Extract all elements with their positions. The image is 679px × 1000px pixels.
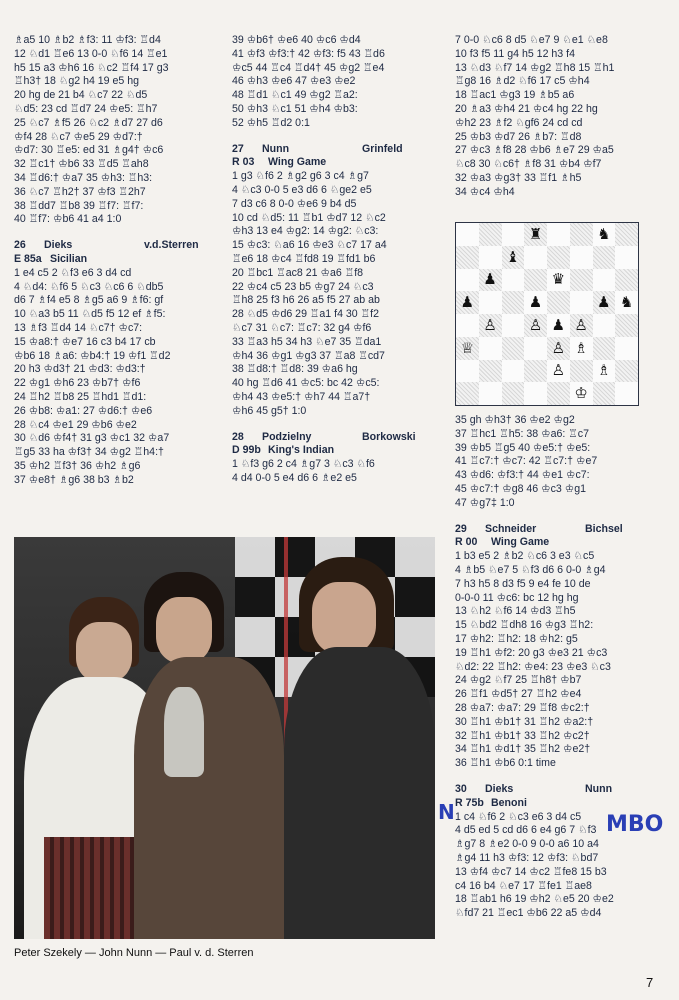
move-line: ♔b6 18 ♗a6: ♔b4:† 19 ♔f1 ♖d2	[14, 349, 171, 362]
move-line: 27 ♔c3 ♗f8 28 ♔b6 ♗e7 29 ♔a5	[455, 144, 614, 157]
game-25-moves-continued	[14, 34, 219, 227]
move-line: 28 ♘d5 ♔d6 29 ♖a1 f4 30 ♖f2	[232, 308, 379, 321]
board-square: ♔	[574, 384, 588, 403]
board-square	[615, 314, 638, 337]
board-square	[615, 382, 638, 405]
move-line: 43 ♔d6: ♔f3:† 44 ♔e1 ♔c7:	[455, 469, 590, 482]
person-left-face	[76, 622, 132, 682]
board-square: ♞	[619, 293, 634, 312]
board-square	[593, 382, 616, 405]
move-line: 40 ♖f7: ♔b6 41 a4 1:0	[14, 213, 122, 226]
person-right-face	[312, 582, 376, 654]
board-square	[547, 382, 570, 405]
move-line: 13 ♔f4 ♔c7 14 ♔c2 ♖fe8 15 b3	[455, 865, 607, 878]
move-line: 52 ♔h5 ♖d2 0:1	[232, 116, 310, 129]
column-2	[232, 34, 444, 486]
game-26-header	[14, 239, 219, 267]
move-line: 10 ♘a3 b5 11 ♘d5 f5 12 ef ♗f5:	[14, 308, 166, 321]
board-square	[547, 246, 570, 269]
move-line: 38 ♖d8:† ♖d8: 39 ♔a6 hg	[232, 363, 358, 376]
board-square	[593, 269, 616, 292]
move-line: 15 ♘bd2 ♖dh8 16 ♔g3 ♖h2:	[455, 619, 594, 632]
move-line: 37 ♔e8† ♗g6 38 b3 ♗b2	[14, 473, 134, 486]
move-line: ♘fd7 21 ♖ec1 ♔b6 22 a5 ♔d4	[455, 907, 602, 920]
move-line: 41 ♔f3 ♔f3:† 42 ♔f3: f5 43 ♖d6	[232, 47, 385, 60]
handwritten-mbo: MBO	[606, 812, 664, 837]
board-square	[456, 382, 479, 405]
move-line: ♖h8 25 f3 h6 26 a5 f5 27 ab ab	[232, 294, 380, 307]
game-moves-continued	[232, 34, 444, 131]
board-square	[593, 337, 616, 360]
board-square: ♞	[597, 224, 611, 243]
board-square	[502, 360, 525, 383]
column-3	[455, 34, 667, 200]
opening-name: Sicilian	[50, 252, 88, 265]
board-square	[570, 246, 593, 269]
eco-code: R 03	[232, 156, 255, 169]
move-line: 4 d5 ed 5 cd d6 6 e4 g6 7 ♘f3	[455, 824, 597, 837]
move-line: 13 ♘d3 ♘f7 14 ♔g2 ♖h8 15 ♖h1	[455, 61, 615, 74]
photo-caption: Peter Szekely — John Nunn — Paul v. d. Sterren	[14, 947, 254, 959]
move-line: ♔h3 13 e4 ♔g2: 14 ♔g2: ♘c3:	[232, 225, 379, 238]
move-line: 33 ♖a3 h5 34 h3 ♘e7 35 ♖da1	[232, 335, 382, 348]
move-line: 28 ♔a7: ♔a7: 29 ♖f8 ♔c2:†	[455, 701, 590, 714]
board-square	[479, 223, 502, 246]
board-square	[593, 246, 616, 269]
game-number: 28	[232, 430, 244, 443]
move-line: ♔h4 36 ♔g1 ♔g3 37 ♖a8 ♖cd7	[232, 349, 385, 362]
game-number: 26	[14, 239, 26, 252]
move-line: c4 16 b4 ♘e7 17 ♖fe1 ♖ae8	[455, 879, 592, 892]
move-line: 4 ♘c3 0-0 5 e3 d6 6 ♘ge2 e5	[232, 183, 372, 196]
move-line: 20 hg de 21 b4 ♘c7 22 ♘d5	[14, 89, 148, 102]
board-square	[502, 269, 525, 292]
board-square: ♟	[479, 269, 502, 292]
move-line: 7 d3 c6 8 0-0 ♔e6 9 b4 d5	[232, 197, 357, 210]
move-line: ♖e6 18 ♔c4 ♖fd8 19 ♖fd1 b6	[232, 252, 376, 265]
move-line: ♘d5: 23 cd ♖d7 24 ♔e5: ♖h7	[14, 102, 158, 115]
game-number: 29	[455, 522, 467, 535]
move-line: 39 ♔b5 ♖g5 40 ♔e5:† ♔e5:	[455, 441, 591, 454]
board-square	[479, 291, 502, 314]
move-line: 15 ♔a8:† ♔e7 16 c3 b4 17 cb	[14, 335, 156, 348]
board-square	[547, 223, 570, 246]
game-28-moves-final	[455, 414, 667, 511]
move-line: 10 f3 f5 11 g4 h5 12 h3 f4	[455, 47, 575, 60]
handwritten-n: N	[438, 800, 455, 824]
move-line: 25 ♘c7 ♗f5 26 ♘c2 ♗d7 27 d6	[14, 116, 163, 129]
move-line: ♘c7 31 ♘c7: ♖c7: 32 g4 ♔f6	[232, 321, 372, 334]
game-30-header	[455, 783, 667, 811]
board-square	[524, 360, 547, 383]
board-square	[524, 246, 547, 269]
move-line: 1 ♘f3 g6 2 c4 ♗g7 3 ♘c3 ♘f6	[232, 458, 375, 471]
board-square	[547, 291, 570, 314]
board-square: ♜	[524, 223, 547, 246]
opening-name: King's Indian	[268, 444, 335, 457]
page-number: 7	[646, 975, 654, 990]
move-line: 0-0-0 11 ♔c6: bc 12 hg hg	[455, 591, 579, 604]
move-line: 13 ♘h2 ♘f6 14 ♔d3 ♖h5	[455, 605, 576, 618]
board-square: ♟	[456, 291, 479, 314]
move-line: 4 d4 0-0 5 e4 d6 6 ♗e2 e5	[232, 471, 357, 484]
move-line: 1 e4 c5 2 ♘f3 e6 3 d4 cd	[14, 266, 132, 279]
move-line: 40 hg ♖d6 41 ♔c5: bc 42 ♔c5:	[232, 377, 380, 390]
white-player: Podzielny	[262, 430, 312, 443]
move-line: 20 ♗a3 ♔h4 21 ♔c4 hg 22 hg	[455, 102, 598, 115]
white-player: Dieks	[44, 239, 73, 252]
move-line: 46 ♔h3 ♔e6 47 ♔e3 ♔e2	[232, 75, 356, 88]
board-square: ♗	[574, 338, 588, 357]
move-line: 20 ♖bc1 ♖ac8 21 ♔a6 ♖f8	[232, 266, 364, 279]
move-line: ♘d2: 22 ♖h2: ♔e4: 23 ♔e3 ♘c3	[455, 660, 611, 673]
move-line: 34 ♔c4 ♔h4	[455, 185, 515, 198]
move-line: 26 ♔b8: ♔a1: 27 ♔d6:† ♔e6	[14, 404, 153, 417]
move-line: 19 ♖h1 ♔f2: 20 g3 ♔e3 21 ♔c3	[455, 646, 608, 659]
game-27-header	[232, 143, 444, 171]
game-28-header	[232, 431, 444, 459]
board-square: ♗	[597, 361, 611, 380]
board-square	[615, 360, 638, 383]
move-line: 4 ♗b5 ♘e7 5 ♘f3 d6 6 0-0 ♗g4	[455, 563, 606, 576]
move-line: 17 ♔h2: ♖h2: 18 ♔h2: g5	[455, 632, 578, 645]
move-line: ♖g5 33 ha ♔f3† 34 ♔g2 ♖h4:†	[14, 446, 164, 459]
move-line: 15 ♔c3: ♘a6 16 ♔e3 ♘c7 17 a4	[232, 239, 387, 252]
chess-diagram	[455, 222, 639, 406]
game-number: 27	[232, 142, 244, 155]
move-line: 18 ♖ab1 h6 19 ♔h2 ♘e5 20 ♔e2	[455, 893, 614, 906]
board-square	[524, 337, 547, 360]
black-player: Grinfeld	[362, 142, 403, 155]
move-line: 45 ♔c7:† ♔g8 46 ♔c3 ♔g1	[455, 482, 587, 495]
move-line: 7 0-0 ♘c6 8 d5 ♘e7 9 ♘e1 ♘e8	[455, 34, 608, 46]
board-square	[502, 337, 525, 360]
eco-code: R 00	[455, 536, 478, 549]
board-square	[615, 269, 638, 292]
move-line: 22 ♔g1 ♔h6 23 ♔b7† ♔f6	[14, 377, 141, 390]
board-square: ♙	[551, 361, 566, 380]
board-square	[456, 360, 479, 383]
person-right-jacket	[284, 647, 435, 939]
eco-code: D 99b	[232, 444, 261, 457]
move-line: 10 cd ♘d5: 11 ♖b1 ♔d7 12 ♘c2	[232, 211, 386, 224]
board-square: ♟	[593, 291, 616, 314]
white-player: Nunn	[262, 142, 290, 155]
board-square	[524, 269, 547, 292]
game-28-moves-continued	[455, 34, 667, 200]
board-square: ♙	[524, 314, 547, 337]
move-line: 48 ♖d1 ♘c1 49 ♔g2 ♖a2:	[232, 89, 358, 102]
move-line: 39 ♔b6† ♔e6 40 ♔c6 ♔d4	[232, 34, 361, 46]
board-square: ♙	[570, 314, 593, 337]
move-line: ♗a5 10 ♗b2 ♗f3: 11 ♔f3: ♖d4	[14, 34, 161, 46]
move-line: ♗g7 8 ♗e2 0-0 9 0-0 a6 10 a4	[455, 838, 599, 851]
opening-name: Wing Game	[268, 156, 327, 169]
board-square	[502, 223, 525, 246]
board-square: ♟	[551, 315, 566, 334]
game-28-moves	[232, 458, 444, 486]
move-line: 35 gh ♔h3† 36 ♔e2 ♔g2	[455, 414, 575, 426]
move-line: ♔f4 28 ♘c7 ♔e5 29 ♔d7:†	[14, 130, 143, 143]
board-square	[615, 246, 638, 269]
move-line: 30 ♘d6 ♔f4† 31 g3 ♔c1 32 ♔a7	[14, 432, 170, 445]
board-square	[456, 314, 479, 337]
person-middle-face	[156, 597, 212, 663]
move-line: 4 ♘d4: ♘f6 5 ♘c3 ♘c6 6 ♘db5	[14, 280, 164, 293]
move-line: 32 ♔a3 ♔g3† 33 ♖f1 ♗h5	[455, 171, 582, 184]
board-square	[570, 223, 593, 246]
eco-code: E 85a	[14, 252, 42, 265]
move-line: d6 7 ♗f4 e5 8 ♗g5 a6 9 ♗f6: gf	[14, 294, 164, 307]
move-line: 36 ♘c7 ♖h2† 37 ♔f3 ♖2h7	[14, 185, 146, 198]
white-player: Schneider	[485, 522, 537, 535]
move-line: ♔h4 43 ♔e5:† ♔h7 44 ♖a7†	[232, 390, 371, 403]
board-square	[502, 314, 525, 337]
board-square	[479, 382, 502, 405]
move-line: 7 h3 h5 8 d3 f5 9 e4 fe 10 de	[455, 577, 591, 590]
board-square	[615, 337, 638, 360]
board-square: ♕	[456, 337, 479, 360]
move-line: 20 h3 ♔d3† 21 ♔d3: ♔d3:†	[14, 363, 146, 376]
move-line: 38 ♖dd7 ♖b8 39 ♖f7: ♖f7:	[14, 199, 144, 212]
board-square	[502, 382, 525, 405]
move-line: 24 ♖h2 ♖b8 25 ♖hd1 ♖d1:	[14, 390, 147, 403]
move-line: ♘c8 30 ♘c6† ♗f8 31 ♔b4 ♔f7	[455, 158, 602, 171]
board-square	[570, 360, 593, 383]
move-line: ♔d7: 30 ♖e5: ed 31 ♗g4† ♔c6	[14, 144, 164, 157]
move-line: 1 g3 ♘f6 2 ♗g2 g6 3 c4 ♗g7	[232, 170, 369, 183]
move-line: 32 ♖c1† ♔b6 33 ♖d5 ♖ah8	[14, 158, 149, 171]
board-square	[524, 382, 547, 405]
eco-code: R 75b	[455, 796, 484, 809]
move-line: ♖g8 16 ♗d2 ♘f6 17 c5 ♔h4	[455, 75, 590, 88]
move-line: 32 ♖h1 ♔b1† 33 ♖h2 ♔c2†	[455, 729, 590, 742]
board-square	[615, 223, 638, 246]
black-player: Nunn	[585, 782, 613, 795]
column-1	[14, 34, 219, 488]
board-square	[456, 246, 479, 269]
board-square	[593, 314, 616, 337]
move-line: 36 ♖h1 ♔b6 0:1 time	[455, 757, 556, 770]
opening-name: Wing Game	[491, 536, 550, 549]
board-square	[479, 337, 502, 360]
game-29-header	[455, 523, 667, 551]
move-line: 35 ♔h2 ♖f3† 36 ♔h2 ♗g6	[14, 459, 141, 472]
game-29-moves	[455, 550, 667, 771]
move-line: 1 c4 ♘f6 2 ♘c3 e6 3 d4 c5	[455, 810, 582, 823]
move-line: 37 ♖hc1 ♖h5: 38 ♔a6: ♖c7	[455, 427, 589, 440]
move-line: 34 ♖d6:† ♔a7 35 ♔h3: ♖h3:	[14, 171, 153, 184]
column-3-lower	[455, 414, 667, 921]
move-line: 24 ♔g2 ♘f7 25 ♖h8† ♔b7	[455, 674, 582, 687]
board-square	[570, 291, 593, 314]
move-line: h5 15 a3 ♔h6 16 ♘c2 ♖f4 17 g3	[14, 61, 169, 74]
board-square	[456, 269, 479, 292]
person-middle-jacket	[134, 657, 284, 939]
board-square	[456, 223, 479, 246]
board-square	[479, 246, 502, 269]
move-line: 26 ♖f1 ♔d5† 27 ♖h2 ♔e4	[455, 688, 582, 701]
game-number: 30	[455, 782, 467, 795]
move-line: 1 b3 e5 2 ♗b2 ♘c6 3 e3 ♘c5	[455, 550, 595, 563]
board-square	[479, 360, 502, 383]
move-line: ♔h6 45 g5† 1:0	[232, 404, 307, 417]
move-line: 34 ♖h1 ♔d1† 35 ♖h2 ♔e2†	[455, 743, 591, 756]
game-26-moves	[14, 267, 219, 488]
move-line: ♔h2 23 ♗f2 ♘gf6 24 cd cd	[455, 116, 583, 129]
board-square	[502, 291, 525, 314]
move-line: 22 ♔c4 c5 23 b5 ♔g7 24 ♘c3	[232, 280, 374, 293]
black-player: Borkowski	[362, 430, 416, 443]
white-player: Dieks	[485, 782, 514, 795]
board-square: ♙	[479, 314, 502, 337]
board-square: ♟	[528, 293, 543, 312]
board-square: ♝	[502, 246, 525, 269]
trophy-cup	[164, 687, 204, 777]
move-line: 50 ♔h3 ♘c1 51 ♔h4 ♔b3:	[232, 102, 358, 115]
board-square: ♙	[547, 337, 570, 360]
move-line: 28 ♘c4 ♔e1 29 ♔b6 ♔e2	[14, 418, 137, 431]
move-line: ♖h3† 18 ♘g2 h4 19 e5 hg	[14, 75, 140, 88]
board-square: ♛	[551, 270, 566, 289]
black-player: v.d.Sterren	[144, 239, 199, 252]
move-line: 12 ♘d1 ♖e6 13 0-0 ♘f6 14 ♖e1	[14, 47, 168, 60]
move-line: 30 ♖h1 ♔b1† 31 ♖h2 ♔a2:†	[455, 715, 594, 728]
move-line: 25 ♔b3 ♔d7 26 ♗b7: ♖d8	[455, 130, 582, 143]
game-27-moves	[232, 170, 444, 418]
board-square	[570, 269, 593, 292]
move-line: 41 ♖c7:† ♔c7: 42 ♖c7:† ♔e7	[455, 455, 598, 468]
black-player: Bichsel	[585, 522, 623, 535]
players-photo	[14, 537, 435, 939]
opening-name: Benoni	[491, 796, 527, 809]
move-line: 18 ♖ac1 ♔g3 19 ♗b5 a6	[455, 89, 575, 102]
move-line: 13 ♗f3 ♖d4 14 ♘c7† ♔c7:	[14, 321, 143, 334]
move-line: ♗g4 11 h3 ♔f3: 12 ♔f3: ♘bd7	[455, 851, 599, 864]
move-line: ♔c5 44 ♖c4 ♖d4† 45 ♔g2 ♖e4	[232, 61, 385, 74]
move-line: 47 ♔g7‡ 1:0	[455, 496, 515, 509]
